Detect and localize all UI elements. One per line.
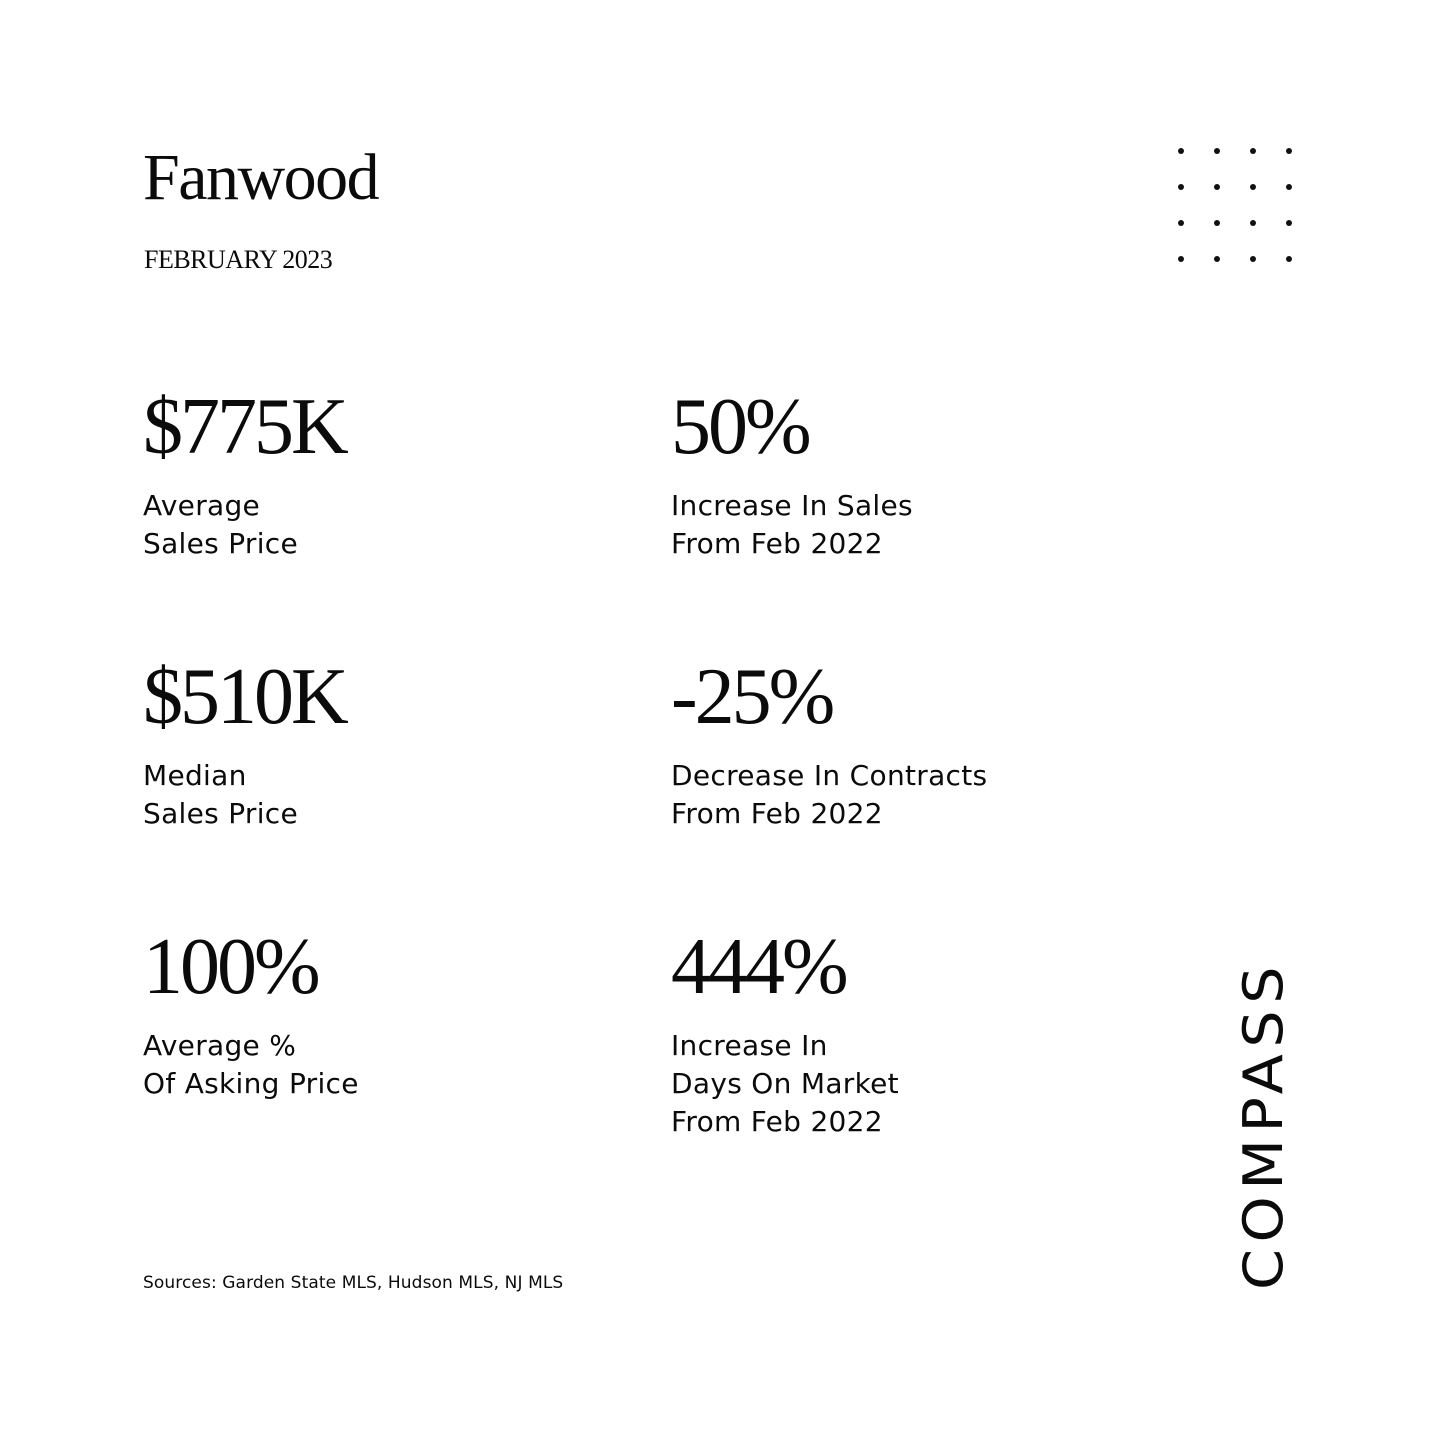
stat-value: -25%	[671, 653, 833, 741]
dot-icon	[1214, 220, 1220, 226]
stat-label	[671, 1027, 899, 1141]
stat-label-line: Sales Price	[143, 797, 299, 830]
stat-decrease-in-contracts	[671, 653, 988, 833]
stat-label	[143, 757, 346, 833]
stat-label-line: Average	[143, 489, 261, 522]
dot-icon	[1250, 220, 1256, 226]
report-date: FEBRUARY 2023	[144, 245, 333, 274]
dot-icon	[1286, 148, 1292, 154]
stat-label-line: Sales Price	[143, 527, 299, 560]
dot-icon	[1178, 148, 1184, 154]
stat-value: $775K	[143, 383, 346, 471]
stat-label	[671, 487, 913, 563]
dot-icon	[1178, 256, 1184, 262]
stat-label-line: Average %	[143, 1029, 297, 1062]
dot-icon	[1250, 184, 1256, 190]
stat-label	[671, 757, 987, 833]
stat-median-sales-price	[143, 653, 346, 833]
compass-logo	[1232, 960, 1295, 1290]
stat-label-line: Median	[143, 759, 247, 792]
logo-text: COMPASS	[1232, 986, 1295, 1290]
stat-value: 444%	[671, 923, 846, 1011]
dot-icon	[1286, 220, 1292, 226]
stat-value: $510K	[143, 653, 346, 741]
stat-label	[143, 1027, 359, 1103]
stat-label-line: Increase In	[671, 1029, 828, 1062]
stat-label-line: Increase In Sales	[671, 489, 913, 522]
dot-icon	[1214, 256, 1220, 262]
stat-label	[143, 487, 346, 563]
page-title: Fanwood	[143, 141, 379, 214]
dot-icon	[1250, 256, 1256, 262]
dot-icon	[1178, 184, 1184, 190]
stat-increase-days-on-market	[671, 923, 899, 1141]
dot-icon	[1286, 256, 1292, 262]
stat-label-line: Decrease In Contracts	[671, 759, 988, 792]
dot-grid-icon	[1174, 144, 1298, 268]
stat-label-line: Of Asking Price	[143, 1067, 359, 1100]
dot-icon	[1214, 148, 1220, 154]
stat-label-line: From Feb 2022	[671, 1105, 883, 1138]
dot-icon	[1250, 148, 1256, 154]
stat-value: 100%	[143, 923, 318, 1011]
stat-value: 50%	[671, 383, 809, 471]
stat-label-line: Days On Market	[671, 1067, 899, 1100]
stat-increase-in-sales	[671, 383, 913, 563]
dot-icon	[1214, 184, 1220, 190]
stat-label-line: From Feb 2022	[671, 797, 883, 830]
stat-average-sales-price	[143, 383, 346, 563]
sources-note: Sources: Garden State MLS, Hudson MLS, NJ MLS	[143, 1273, 564, 1293]
dot-icon	[1178, 220, 1184, 226]
stat-average-percent-of-asking	[143, 923, 359, 1103]
dot-icon	[1286, 184, 1292, 190]
stat-label-line: From Feb 2022	[671, 527, 883, 560]
